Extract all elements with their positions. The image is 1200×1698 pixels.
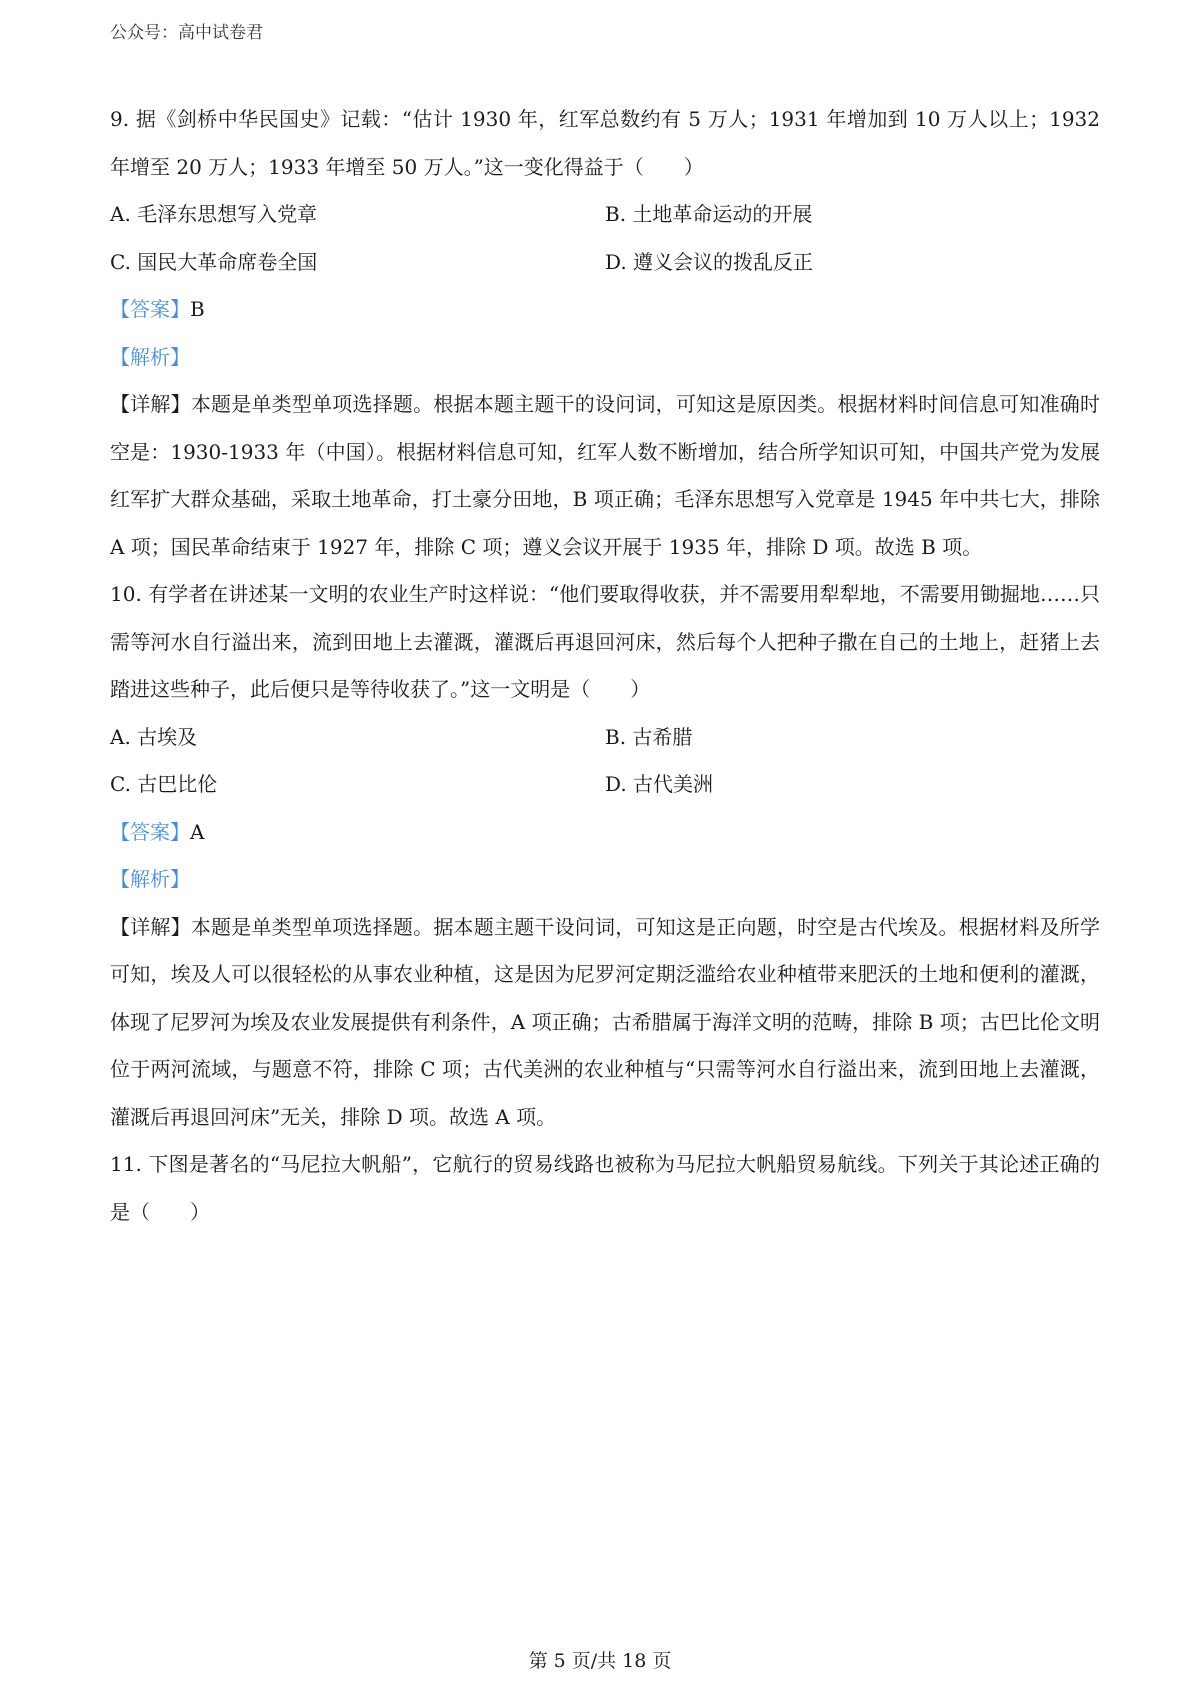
analysis-line [110, 856, 1100, 904]
option-b: B. 土地革命运动的开展 [605, 202, 813, 226]
question-11-stem: 11. 下图是著名的“马尼拉大帆船”，它航行的贸易线路也被称为马尼拉大帆船贸易航线。下列关于其论述正确的是（ ） [110, 1152, 1100, 1224]
analysis-tag: 【解析】 [110, 867, 190, 891]
question-9-options [110, 191, 1100, 286]
analysis-tag: 【解析】 [110, 344, 190, 369]
detail-text: 本题是单类型单项选择题。根据本题主题干的设问词，可知这是原因类。根据材料时间信息可知准确时空是：1930-1933 年（中国）。根据材料信息可知，红军人数不断增加，结合所学知识可知，中国共产党为发展红军扩大群众基础，采取土地革命，打土豪分田地，B 项正确；毛泽东思想写入党章是 1945 年中共七大，排除 A 项；国民革命结束于 1927 年，排除 C 项；遵义会议开展于 1935 年，排除 D 项。故选 B 项。 [110, 392, 1101, 559]
question-10-options [110, 714, 1100, 809]
option-c: C. 古巴比伦 [110, 772, 218, 796]
answer-value: A [190, 819, 205, 844]
document-body [110, 96, 1100, 1236]
question-9-stem: 9. 据《剑桥中华民国史》记载：“估计 1930 年，红军总数约有 5 万人；1931 年增加到 10 万人以上；1932 年增至 20 万人；1933 年增至 50 万人。”这一变化得益于（ ） [110, 107, 1100, 179]
option-b: B. 古希腊 [605, 724, 693, 749]
detail-paragraph [110, 381, 1100, 571]
detail-paragraph [110, 904, 1100, 1142]
page-header: 公众号：高中试卷君 [110, 23, 263, 43]
question-10-stem: 10. 有学者在讲述某一文明的农业生产时这样说：“他们要取得收获，并不需要用犁犁地，不需要用锄掘地……只需等河水自行溢出来，流到田地上去灌溉，灌溉后再退回河床，然后每个人把种子撒在自己的土地上，赶猪上去踏进这些种子，此后便只是等待收获了。”这一文明是（ ） [110, 582, 1100, 701]
detail-tag: 【详解】 [110, 392, 191, 416]
answer-tag: 【答案】 [110, 819, 190, 844]
option-a: A. 古埃及 [110, 724, 198, 749]
answer-value: B [190, 297, 205, 321]
option-c: C. 国民大革命席卷全国 [110, 249, 318, 274]
answer-line [110, 286, 1100, 334]
option-a: A. 毛泽东思想写入党章 [110, 202, 318, 226]
option-d: D. 古代美洲 [605, 772, 714, 796]
page-number: 第 5 页/共 18 页 [528, 1650, 672, 1672]
answer-line [110, 809, 1100, 857]
detail-text: 本题是单类型单项选择题。据本题主题干设问词，可知这是正向题，时空是古代埃及。根据材料及所学可知，埃及人可以很轻松的从事农业种植，这是因为尼罗河定期泛滥给农业种植带来肥沃的土地和便利的灌溉，体现了尼罗河为埃及农业发展提供有利条件，A 项正确；古希腊属于海洋文明的范畴，排除 B 项；古巴比伦文明位于两河流域，与题意不符，排除 C 项；古代美洲的农业种植与“只需等河水自行溢出来，流到田地上去灌溉，灌溉后再退回河床”无关，排除 D 项。故选 A 项。 [110, 914, 1101, 1129]
analysis-line [110, 334, 1100, 382]
detail-tag: 【详解】 [110, 914, 191, 939]
answer-tag: 【答案】 [110, 297, 190, 321]
option-d: D. 遵义会议的拨乱反正 [605, 249, 814, 274]
